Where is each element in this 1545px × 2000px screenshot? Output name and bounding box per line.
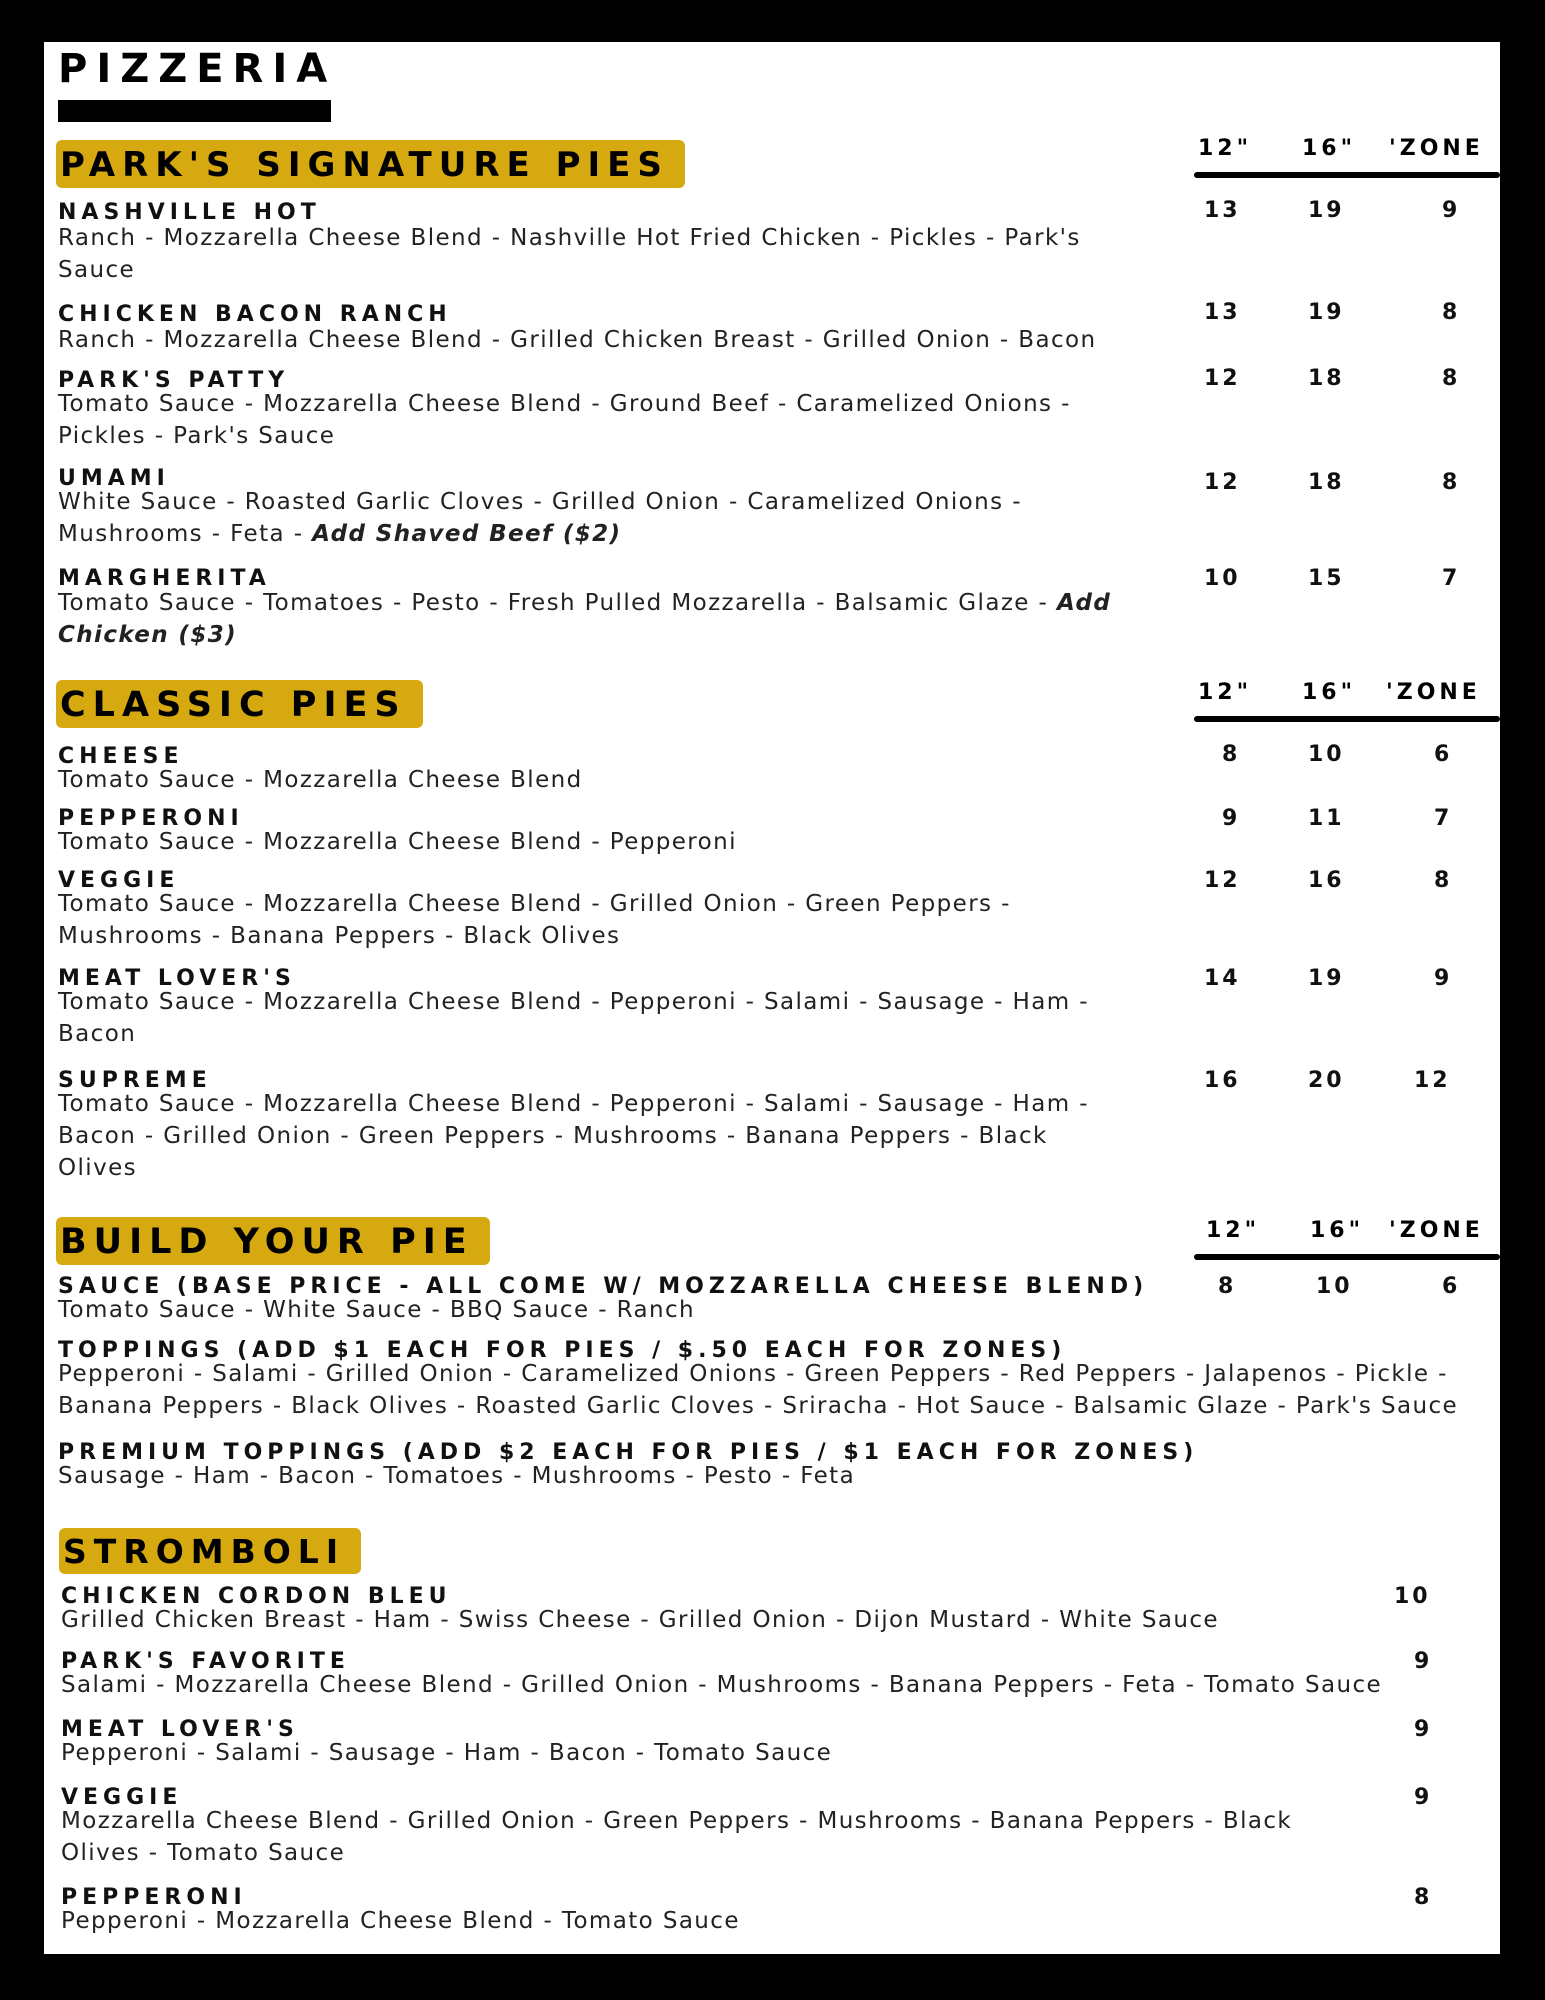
price-zone: 6: [1434, 742, 1453, 767]
price-zone: 8: [1434, 868, 1453, 893]
section-title-build: BUILD YOUR PIE: [56, 1217, 490, 1265]
item-desc: Tomato Sauce - Mozzarella Cheese Blend - Pepperoni - Salami - Sausage - Ham - Bacon - Grilled Onion - Green Peppers - Mushrooms - Banana Peppers - Black Olives: [58, 1091, 1089, 1181]
item-name: MEAT LOVER'S: [61, 1717, 299, 1742]
price-16: 10: [1316, 1274, 1353, 1299]
col-head-16: 16": [1302, 136, 1357, 161]
price-16: 11: [1308, 806, 1345, 831]
item-desc: Grilled Chicken Breast - Ham - Swiss Cheese - Grilled Onion - Dijon Mustard - White Sauce: [61, 1607, 1219, 1633]
item-name: PEPPERONI: [61, 1885, 247, 1910]
item-desc: Ranch - Mozzarella Cheese Blend - Grilled Chicken Breast - Grilled Onion - Bacon: [58, 327, 1097, 353]
price-zone: 8: [1442, 300, 1461, 325]
item-name: PARK'S PATTY: [58, 368, 290, 393]
price-zone: 9: [1434, 966, 1453, 991]
item-desc: Ranch - Mozzarella Cheese Blend - Nashville Hot Fried Chicken - Pickles - Park's Sauce: [58, 225, 1081, 283]
item-desc: Mozzarella Cheese Blend - Grilled Onion - Green Peppers - Mushrooms - Banana Peppers - Black Olives - Tomato Sauce: [61, 1808, 1293, 1866]
price-zone: 8: [1442, 366, 1461, 391]
section-title-signature: PARK'S SIGNATURE PIES: [56, 140, 685, 188]
price-12: 8: [1222, 742, 1241, 767]
item-add-on: Add Shaved Beef ($2): [312, 521, 622, 547]
price-12: 10: [1204, 566, 1241, 591]
price-zone: 7: [1442, 566, 1461, 591]
price-12: 12: [1204, 868, 1241, 893]
brand-title: PIZZERIA: [58, 46, 337, 92]
price-16: 10: [1308, 742, 1345, 767]
col-head-16: 16": [1302, 680, 1357, 705]
menu-page: [44, 42, 1500, 1954]
price: 9: [1414, 1717, 1433, 1742]
item-desc: Tomato Sauce - Mozzarella Cheese Blend: [58, 767, 583, 793]
item-name: CHICKEN CORDON BLEU: [61, 1584, 452, 1609]
price: 9: [1414, 1649, 1433, 1674]
item-desc: Tomato Sauce - Mozzarella Cheese Blend - Pepperoni: [58, 829, 737, 855]
item-name: SUPREME: [58, 1068, 212, 1093]
price-12: 13: [1204, 198, 1241, 223]
section-title-stromboli: STROMBOLI: [59, 1528, 361, 1574]
price-12: 9: [1222, 806, 1241, 831]
price-16: 15: [1308, 566, 1345, 591]
col-head-zone: 'ZONE: [1386, 680, 1481, 705]
price-16: 19: [1308, 198, 1345, 223]
item-desc: Pepperoni - Mozzarella Cheese Blend - Tomato Sauce: [61, 1908, 740, 1934]
item-name: VEGGIE: [58, 868, 180, 893]
item-name: UMAMI: [58, 466, 170, 491]
item-desc: Tomato Sauce - Mozzarella Cheese Blend - Ground Beef - Caramelized Onions - Pickles - Park's Sauce: [58, 391, 1071, 449]
item-desc-text: Tomato Sauce - Tomatoes - Pesto - Fresh Pulled Mozzarella - Balsamic Glaze -: [58, 590, 1057, 616]
col-head-12: 12": [1198, 136, 1253, 161]
price-12: 16: [1204, 1068, 1241, 1093]
item-desc: Tomato Sauce - Mozzarella Cheese Blend - Pepperoni - Salami - Sausage - Ham - Bacon: [58, 989, 1089, 1047]
price-12: 12: [1204, 470, 1241, 495]
item-desc: [58, 486, 1108, 550]
price: 10: [1394, 1584, 1431, 1609]
price: 8: [1414, 1885, 1433, 1910]
item-name: CHICKEN BACON RANCH: [58, 302, 452, 327]
col-head-zone: 'ZONE: [1389, 136, 1484, 161]
price-16: 18: [1308, 470, 1345, 495]
price-zone: 12: [1414, 1068, 1451, 1093]
item-name: NASHVILLE HOT: [58, 200, 321, 225]
price-zone: 6: [1442, 1274, 1461, 1299]
item-desc: Sausage - Ham - Bacon - Tomatoes - Mushrooms - Pesto - Feta: [58, 1463, 856, 1489]
item-name: SAUCE (BASE PRICE - ALL COME W/ MOZZARELLA CHEESE BLEND): [58, 1274, 1149, 1299]
item-add-on: Add Chicken ($3): [58, 590, 1112, 648]
price-16: 18: [1308, 366, 1345, 391]
price-12: 13: [1204, 300, 1241, 325]
price-12: 8: [1218, 1274, 1237, 1299]
item-name: MARGHERITA: [58, 566, 271, 591]
price-zone: 8: [1442, 470, 1461, 495]
item-desc: [58, 587, 1148, 651]
item-name: TOPPINGS (ADD $1 EACH FOR PIES / $.50 EACH FOR ZONES): [58, 1338, 1067, 1363]
section-title-classic: CLASSIC PIES: [56, 680, 423, 728]
column-rule: [1194, 716, 1500, 722]
column-rule: [1194, 172, 1500, 178]
col-head-16: 16": [1310, 1218, 1365, 1243]
price-12: 12: [1204, 366, 1241, 391]
column-rule: [1194, 1254, 1500, 1260]
col-head-zone: 'ZONE: [1389, 1218, 1484, 1243]
price-16: 19: [1308, 966, 1345, 991]
price-16: 16: [1308, 868, 1345, 893]
price-16: 20: [1308, 1068, 1345, 1093]
item-name: PARK'S FAVORITE: [61, 1649, 350, 1674]
item-name: PEPPERONI: [58, 806, 244, 831]
item-desc-text: White Sauce - Roasted Garlic Cloves - Grilled Onion - Caramelized Onions - Mushrooms - Feta -: [58, 489, 1022, 547]
item-name: MEAT LOVER'S: [58, 966, 296, 991]
item-desc: Pepperoni - Salami - Sausage - Ham - Bacon - Tomato Sauce: [61, 1740, 833, 1766]
item-desc: Tomato Sauce - Mozzarella Cheese Blend - Grilled Onion - Green Peppers - Mushrooms - Banana Peppers - Black Olives: [58, 891, 1011, 949]
item-name: PREMIUM TOPPINGS (ADD $2 EACH FOR PIES / $1 EACH FOR ZONES): [58, 1440, 1199, 1465]
col-head-12: 12": [1206, 1218, 1261, 1243]
brand-underline: [58, 100, 331, 122]
price-16: 19: [1308, 300, 1345, 325]
item-name: VEGGIE: [61, 1785, 183, 1810]
item-desc: Pepperoni - Salami - Grilled Onion - Caramelized Onions - Green Peppers - Red Peppers - Jalapenos - Pickle - Banana Peppers - Black Olives - Roasted Garlic Cloves - Sriracha - Hot Sauce - Balsamic Glaze - Park's Sauce: [58, 1361, 1459, 1419]
item-desc: Salami - Mozzarella Cheese Blend - Grilled Onion - Mushrooms - Banana Peppers - Feta - Tomato Sauce: [61, 1672, 1383, 1698]
item-name: CHEESE: [58, 744, 184, 769]
price-12: 14: [1204, 966, 1241, 991]
item-desc: Tomato Sauce - White Sauce - BBQ Sauce - Ranch: [58, 1297, 696, 1323]
col-head-12: 12": [1198, 680, 1253, 705]
price-zone: 9: [1442, 198, 1461, 223]
price-zone: 7: [1434, 806, 1453, 831]
price: 9: [1414, 1785, 1433, 1810]
